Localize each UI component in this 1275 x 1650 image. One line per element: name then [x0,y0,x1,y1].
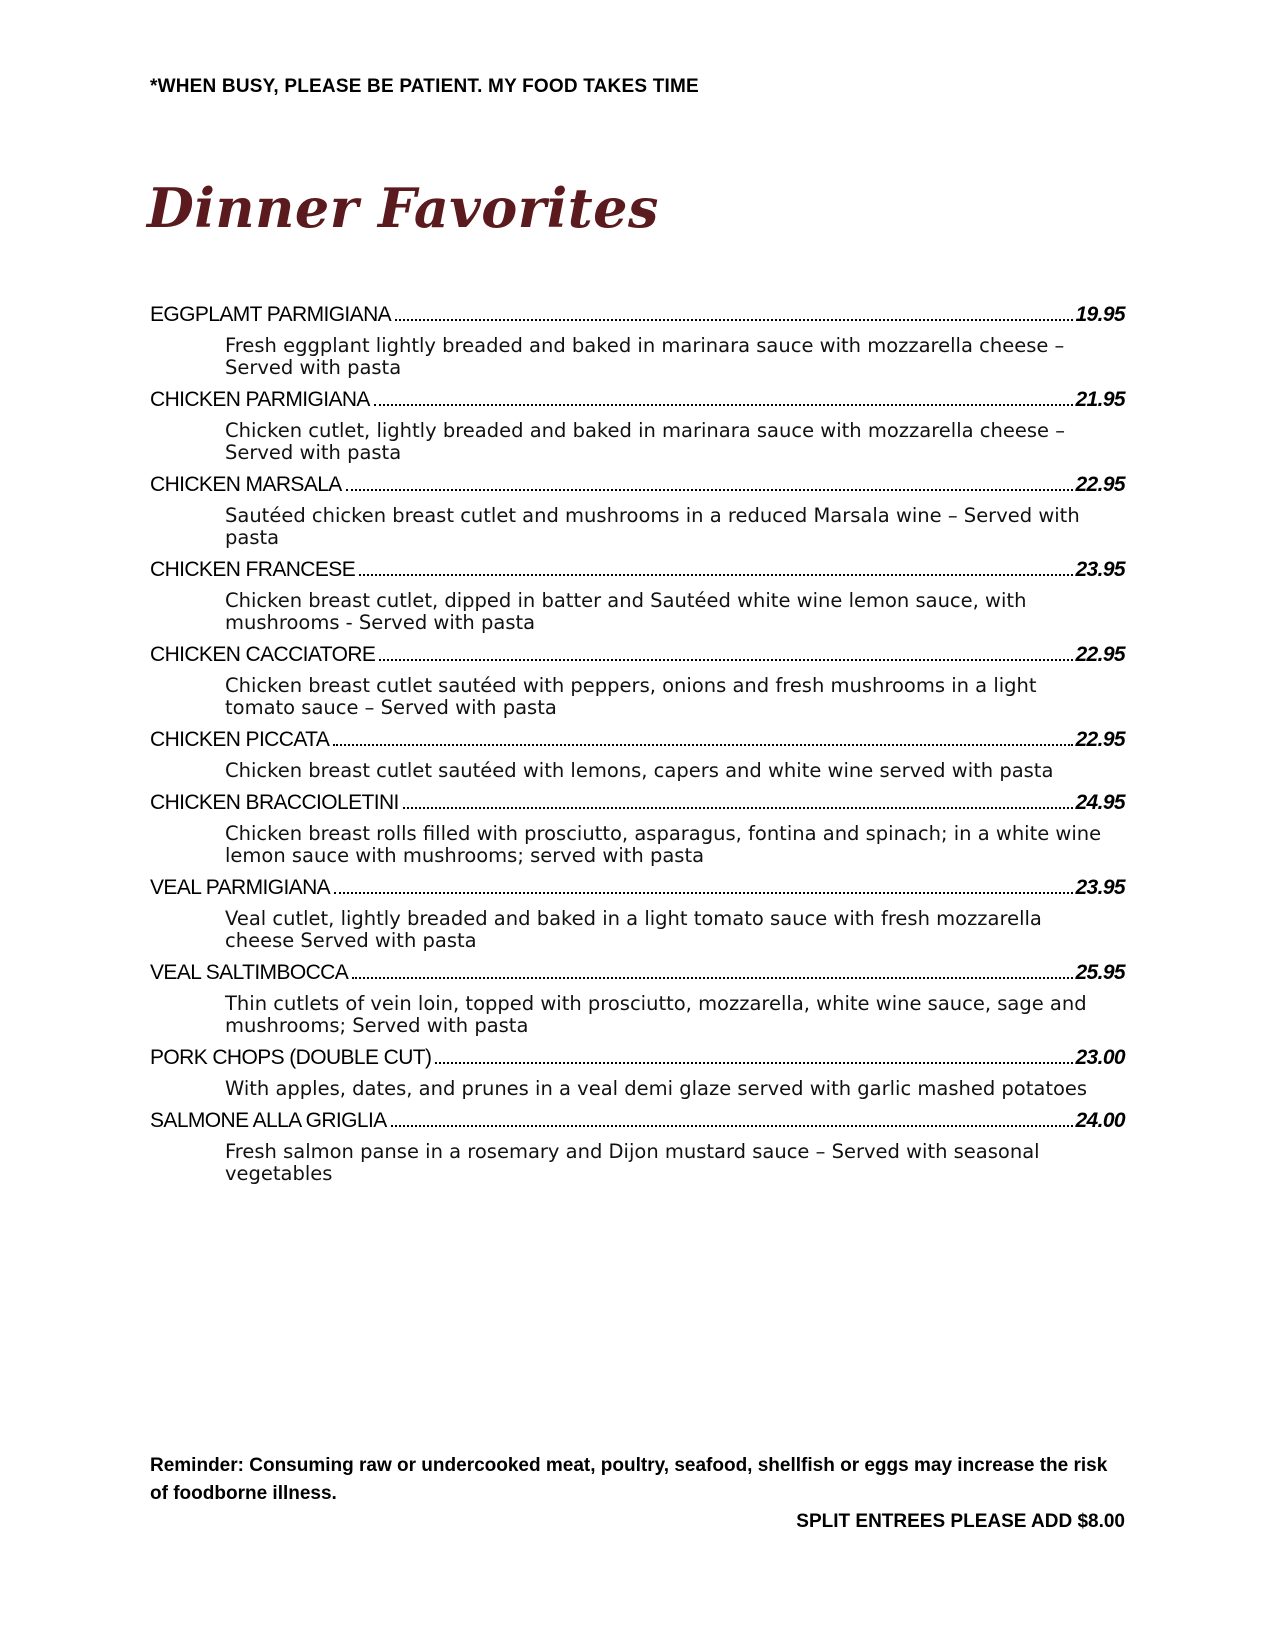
menu-item-description: Fresh eggplant lightly breaded and baked in marinara sauce with mozzarella cheese – Served with pasta [225,334,1065,379]
menu-item-name: PORK CHOPS (DOUBLE CUT) [150,1046,432,1069]
menu-list [150,301,1150,1192]
menu-item-price: 23.95 [1075,558,1125,581]
dot-leader [334,892,1073,894]
menu-item-chicken-cacciatore [150,641,1150,719]
dot-leader [379,659,1073,661]
menu-item-description: Chicken breast cutlet, dipped in batter and Sautéed white wine lemon sauce, with mushrooms - Served with pasta [225,589,1027,634]
menu-item-name: CHICKEN BRACCIOLETINI [150,791,399,814]
menu-item-name: SALMONE ALLA GRIGLIA [150,1109,387,1132]
menu-item-eggplant-parmigiana [150,301,1150,379]
menu-item-description: Fresh salmon panse in a rosemary and Dijon mustard sauce – Served with seasonal vegetables [225,1140,1040,1185]
menu-item-price: 24.95 [1075,791,1125,814]
menu-item-chicken-francese [150,556,1150,634]
dot-leader [374,404,1074,406]
dot-leader [403,807,1074,809]
menu-item-price: 24.00 [1075,1109,1125,1132]
menu-item-price: 22.95 [1075,473,1125,496]
menu-item-salmone-alla-griglia [150,1107,1150,1185]
menu-item-price: 22.95 [1075,643,1125,666]
page-title: Dinner Favorites [147,176,659,240]
patience-notice: *WHEN BUSY, PLEASE BE PATIENT. MY FOOD TAKES TIME [150,76,699,97]
menu-item-description: Chicken breast rolls filled with prosciutto, asparagus, fontina and spinach; in a white wine lemon sauce with mushrooms; served with pasta [225,822,1102,867]
menu-item-description: Thin cutlets of vein loin, topped with prosciutto, mozzarella, white wine sauce, sage and mushrooms; Served with pasta [225,992,1087,1037]
split-entree-note: SPLIT ENTREES PLEASE ADD $8.00 [796,1511,1125,1532]
menu-item-price: 25.95 [1075,961,1125,984]
menu-item-description: Chicken breast cutlet sautéed with peppers, onions and fresh mushrooms in a light tomato sauce – Served with pasta [225,674,1037,719]
menu-item-description: Chicken cutlet, lightly breaded and baked in marinara sauce with mozzarella cheese – Served with pasta [225,419,1065,464]
menu-item-veal-parmigiana [150,874,1150,952]
menu-item-name: VEAL SALTIMBOCCA [150,961,349,984]
menu-item-pork-chops [150,1044,1150,1100]
menu-item-chicken-piccata [150,726,1150,782]
menu-item-name: CHICKEN CACCIATORE [150,643,376,666]
menu-item-price: 23.95 [1075,876,1125,899]
menu-item-chicken-braccioletini [150,789,1150,867]
menu-item-description: Chicken breast cutlet sautéed with lemons, capers and white wine served with pasta [225,759,1054,782]
menu-item-name: EGGPLAMT PARMIGIANA [150,303,392,326]
menu-item-chicken-marsala [150,471,1150,549]
menu-item-name: VEAL PARMIGIANA [150,876,331,899]
menu-item-name: CHICKEN FRANCESE [150,558,356,581]
health-reminder: Reminder: Consuming raw or undercooked meat, poultry, seafood, shellfish or eggs may increase the risk of foodborne illness. [150,1455,1108,1504]
menu-item-veal-saltimbocca [150,959,1150,1037]
menu-item-price: 21.95 [1075,388,1125,411]
menu-item-name: CHICKEN PARMIGIANA [150,388,370,411]
menu-item-description: Veal cutlet, lightly breaded and baked in a light tomato sauce with fresh mozzarella cheese Served with pasta [225,907,1042,952]
menu-item-price: 23.00 [1075,1046,1125,1069]
menu-item-name: CHICKEN MARSALA [150,473,342,496]
menu-item-price: 19.95 [1075,303,1125,326]
menu-item-name: CHICKEN PICCATA [150,728,330,751]
menu-item-chicken-parmigiana [150,386,1150,464]
menu-item-description: With apples, dates, and prunes in a veal demi glaze served with garlic mashed potatoes [225,1077,1088,1100]
dot-leader [391,1125,1074,1127]
dot-leader [435,1062,1073,1064]
dot-leader [346,489,1074,491]
menu-item-price: 22.95 [1075,728,1125,751]
dot-leader [333,744,1073,746]
menu-item-description: Sautéed chicken breast cutlet and mushrooms in a reduced Marsala wine – Served with pasta [225,504,1080,549]
dot-leader [359,574,1073,576]
dot-leader [395,319,1073,321]
dot-leader [352,977,1073,979]
